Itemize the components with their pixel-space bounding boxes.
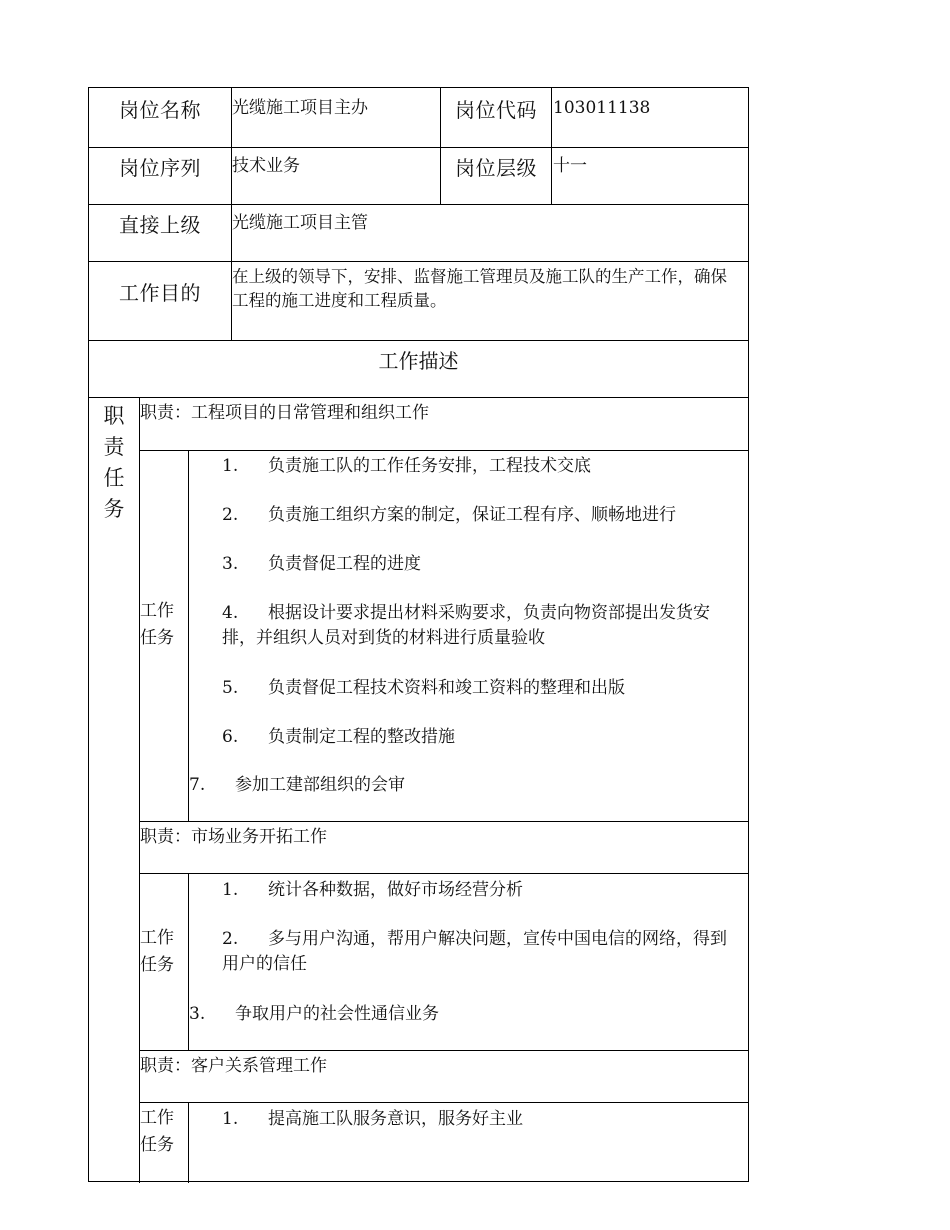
row-divider — [89, 147, 748, 148]
task-label-line: 任务 — [140, 628, 174, 648]
list-item — [222, 503, 742, 527]
task-text: 根据设计要求提出材料采购要求，负责向物资部提出发货安排，并组织人员对到货的材料进行质量验收 — [222, 603, 710, 648]
task-text: 争取用户的社会性通信业务 — [235, 1004, 439, 1024]
task-number: 6. — [222, 727, 239, 747]
col-divider — [551, 88, 552, 204]
purpose-value: 在上级的领导下，安排、监督施工管理员及施工队的生产工作，确保工程的施工进度和工程质量。 — [232, 267, 727, 310]
task-label-line: 工作 — [140, 601, 174, 621]
task-number: 1. — [222, 880, 239, 900]
level-label: 岗位层级 — [455, 156, 537, 180]
task-label-line: 任务 — [140, 1135, 174, 1155]
task-text: 提高施工队服务意识，服务好主业 — [268, 1109, 523, 1129]
task-text: 统计各种数据，做好市场经营分析 — [268, 880, 523, 900]
duty-title: 职责：工程项目的日常管理和组织工作 — [140, 403, 429, 423]
row-divider — [139, 1102, 748, 1103]
task-text: 负责施工组织方案的制定，保证工程有序、顺畅地进行 — [268, 505, 676, 525]
sequence-label: 岗位序列 — [119, 156, 201, 180]
task-label — [140, 598, 188, 652]
list-item — [222, 601, 742, 651]
task-number: 5. — [222, 678, 239, 698]
task-number: 7. — [189, 775, 206, 795]
task-text: 负责施工队的工作任务安排，工程技术交底 — [268, 456, 591, 476]
duty-title: 职责：市场业务开拓工作 — [140, 827, 327, 847]
list-item — [222, 676, 742, 700]
position-code-value: 103011138 — [553, 98, 651, 118]
supervisor-label: 直接上级 — [119, 213, 201, 237]
list-item — [189, 773, 739, 797]
task-number: 1. — [222, 1109, 239, 1129]
side-char: 任 — [103, 466, 125, 490]
list-item — [189, 1002, 739, 1026]
task-text: 多与用户沟通，帮用户解决问题，宣传中国电信的网络，得到用户的信任 — [222, 929, 727, 974]
task-label — [140, 925, 188, 979]
row-divider — [89, 397, 748, 398]
job-description-table — [88, 87, 749, 1182]
col-divider — [188, 1102, 189, 1183]
task-text: 负责督促工程的进度 — [268, 554, 421, 574]
task-text: 参加工建部组织的会审 — [235, 775, 405, 795]
description-title: 工作描述 — [378, 349, 459, 373]
task-label-line: 任务 — [140, 955, 174, 975]
task-label-line: 工作 — [140, 928, 174, 948]
task-label — [140, 1105, 188, 1159]
task-number: 3. — [189, 1004, 206, 1024]
col-divider — [188, 450, 189, 821]
row-divider — [89, 261, 748, 262]
position-code-label: 岗位代码 — [455, 98, 537, 122]
list-item — [222, 927, 742, 977]
row-divider — [139, 450, 748, 451]
position-name-value: 光缆施工项目主办 — [232, 98, 368, 118]
purpose-label: 工作目的 — [119, 281, 201, 305]
task-number: 2. — [222, 929, 239, 949]
task-text: 负责制定工程的整改措施 — [268, 727, 455, 747]
supervisor-value: 光缆施工项目主管 — [232, 213, 368, 233]
task-number: 1. — [222, 456, 239, 476]
task-label-line: 工作 — [140, 1108, 174, 1128]
list-item — [222, 725, 742, 749]
row-divider — [89, 340, 748, 341]
duty-side-label — [89, 401, 139, 525]
task-number: 3. — [222, 554, 239, 574]
row-divider — [89, 204, 748, 205]
list-item — [222, 552, 742, 576]
side-char: 责 — [103, 435, 125, 459]
sequence-value: 技术业务 — [232, 156, 300, 176]
task-number: 4. — [222, 603, 239, 623]
row-divider — [139, 1050, 748, 1051]
side-char: 职 — [103, 404, 125, 428]
side-char: 务 — [103, 497, 125, 521]
list-item — [222, 454, 742, 478]
list-item — [222, 878, 742, 902]
position-name-label: 岗位名称 — [119, 98, 201, 122]
row-divider — [139, 873, 748, 874]
task-number: 2. — [222, 505, 239, 525]
level-value: 十一 — [553, 156, 587, 176]
duty-title: 职责：客户关系管理工作 — [140, 1056, 327, 1076]
task-text: 负责督促工程技术资料和竣工资料的整理和出版 — [268, 678, 625, 698]
row-divider — [139, 821, 748, 822]
list-item — [222, 1107, 742, 1131]
